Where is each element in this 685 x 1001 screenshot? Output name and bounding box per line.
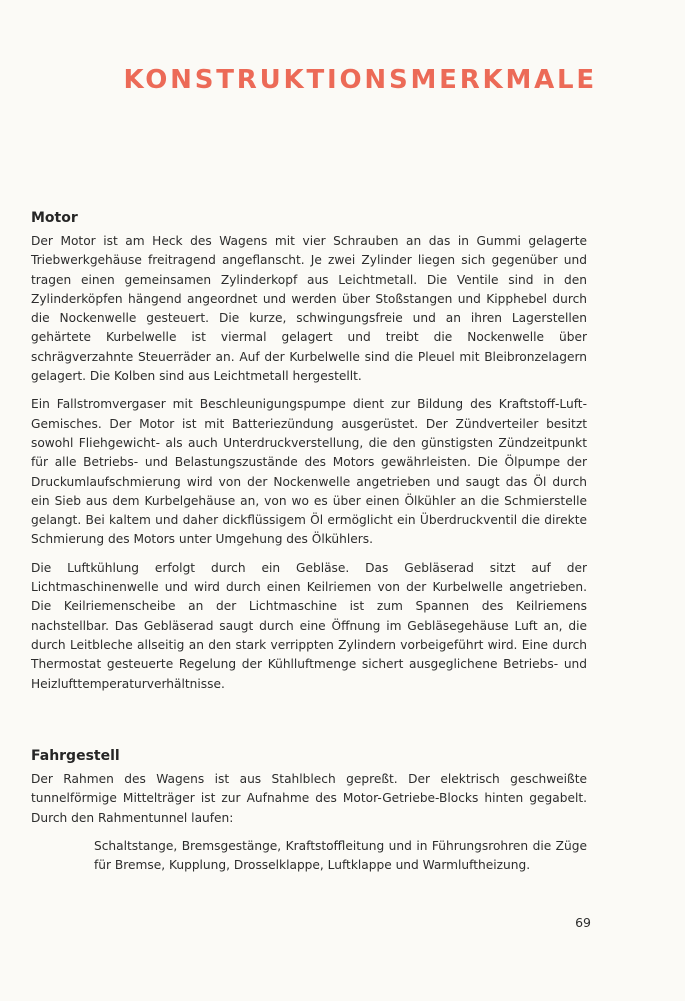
motor-paragraph-2: Ein Fallstromvergaser mit Beschleunigungspumpe dient zur Bildung des Kraftstoff-Luft-Gemisches. Der Motor ist mit Batteriezündung ausgerüstet. Der Zündverteiler besitzt sowohl Fliehgewicht- als auch Unterdruckverstellung, die den günstigsten Zündzeitpunkt für alle Betriebs- und Belastungszustände des Motors gewährleisten. Die Ölpumpe der Druckumlaufschmierung wird von der Nockenwelle angetrieben und saugt das Öl durch ein Sieb aus dem Kurbelgehäuse an, von wo es über einen Ölkühler an die Schmierstelle gelangt. Bei kaltem und daher dickflüssigem Öl ermöglicht ein Überdruckventil die direkte Schmierung des Motors unter Umgehung des Ölkühlers. <box>31 397 587 547</box>
motor-heading: Motor <box>31 210 78 226</box>
motor-section <box>31 206 587 703</box>
motor-paragraph-3: Die Luftkühlung erfolgt durch ein Gebläse. Das Gebläserad sitzt auf der Lichtmaschinenwelle und wird durch einen Keilriemen von der Kurbelwelle angetrieben. Die Keilriemenscheibe an der Lichtmaschine ist zum Spannen des Keilriemens nachstellbar. Das Gebläserad saugt durch eine Öffnung im Gebläsegehäuse Luft an, die durch Leitbleche allseitig an den stark verrippten Zylindern vorbeigeführt wird. Eine durch Thermostat gesteuerte Regelung der Kühlluftmenge sichert ausgeglichene Betriebs- und Heizlufttemperaturverhältnisse. <box>31 560 587 691</box>
page-number: 69 <box>575 915 591 930</box>
fahrgestell-indented-list: Schaltstange, Bremsgestänge, Kraftstoffleitung und in Führungsrohren die Züge für Bremse, Kupplung, Drosselklappe, Luftklappe und Warmluftheizung. <box>94 838 587 873</box>
fahrgestell-heading: Fahrgestell <box>31 748 120 764</box>
fahrgestell-section <box>31 744 587 875</box>
motor-paragraph-1: Der Motor ist am Heck des Wagens mit vier Schrauben an das in Gummi gelagerte Triebwerkgehäuse freitragend angeflanscht. Je zwei Zylinder liegen sich gegenüber und tragen einen gemeinsamen Zylinderkopf aus Leichtmetall. Die Ventile sind in den Zylinderköpfen hängend angeordnet und werden über Stoßstangen und Kipphebel durch die Nockenwelle gesteuert. Die kurze, schwingungsfreie und an ihren Lagerstellen gehärtete Kurbelwelle ist viermal gelagert und treibt die Nockenwelle über schrägverzahnte Steuerräder an. Auf der Kurbelwelle sind die Pleuel mit Bleibronzelagern gelagert. Die Kolben sind aus Leichtmetall hergestellt. <box>31 234 587 384</box>
page-title: KONSTRUKTIONSMERKMALE <box>123 65 597 95</box>
fahrgestell-paragraph: Der Rahmen des Wagens ist aus Stahlblech gepreßt. Der elektrisch geschweißte tunnelförmige Mittelträger ist zur Aufnahme des Motor-Getriebe-Blocks hinten gegabelt. Durch den Rahmentunnel laufen: <box>31 772 587 825</box>
